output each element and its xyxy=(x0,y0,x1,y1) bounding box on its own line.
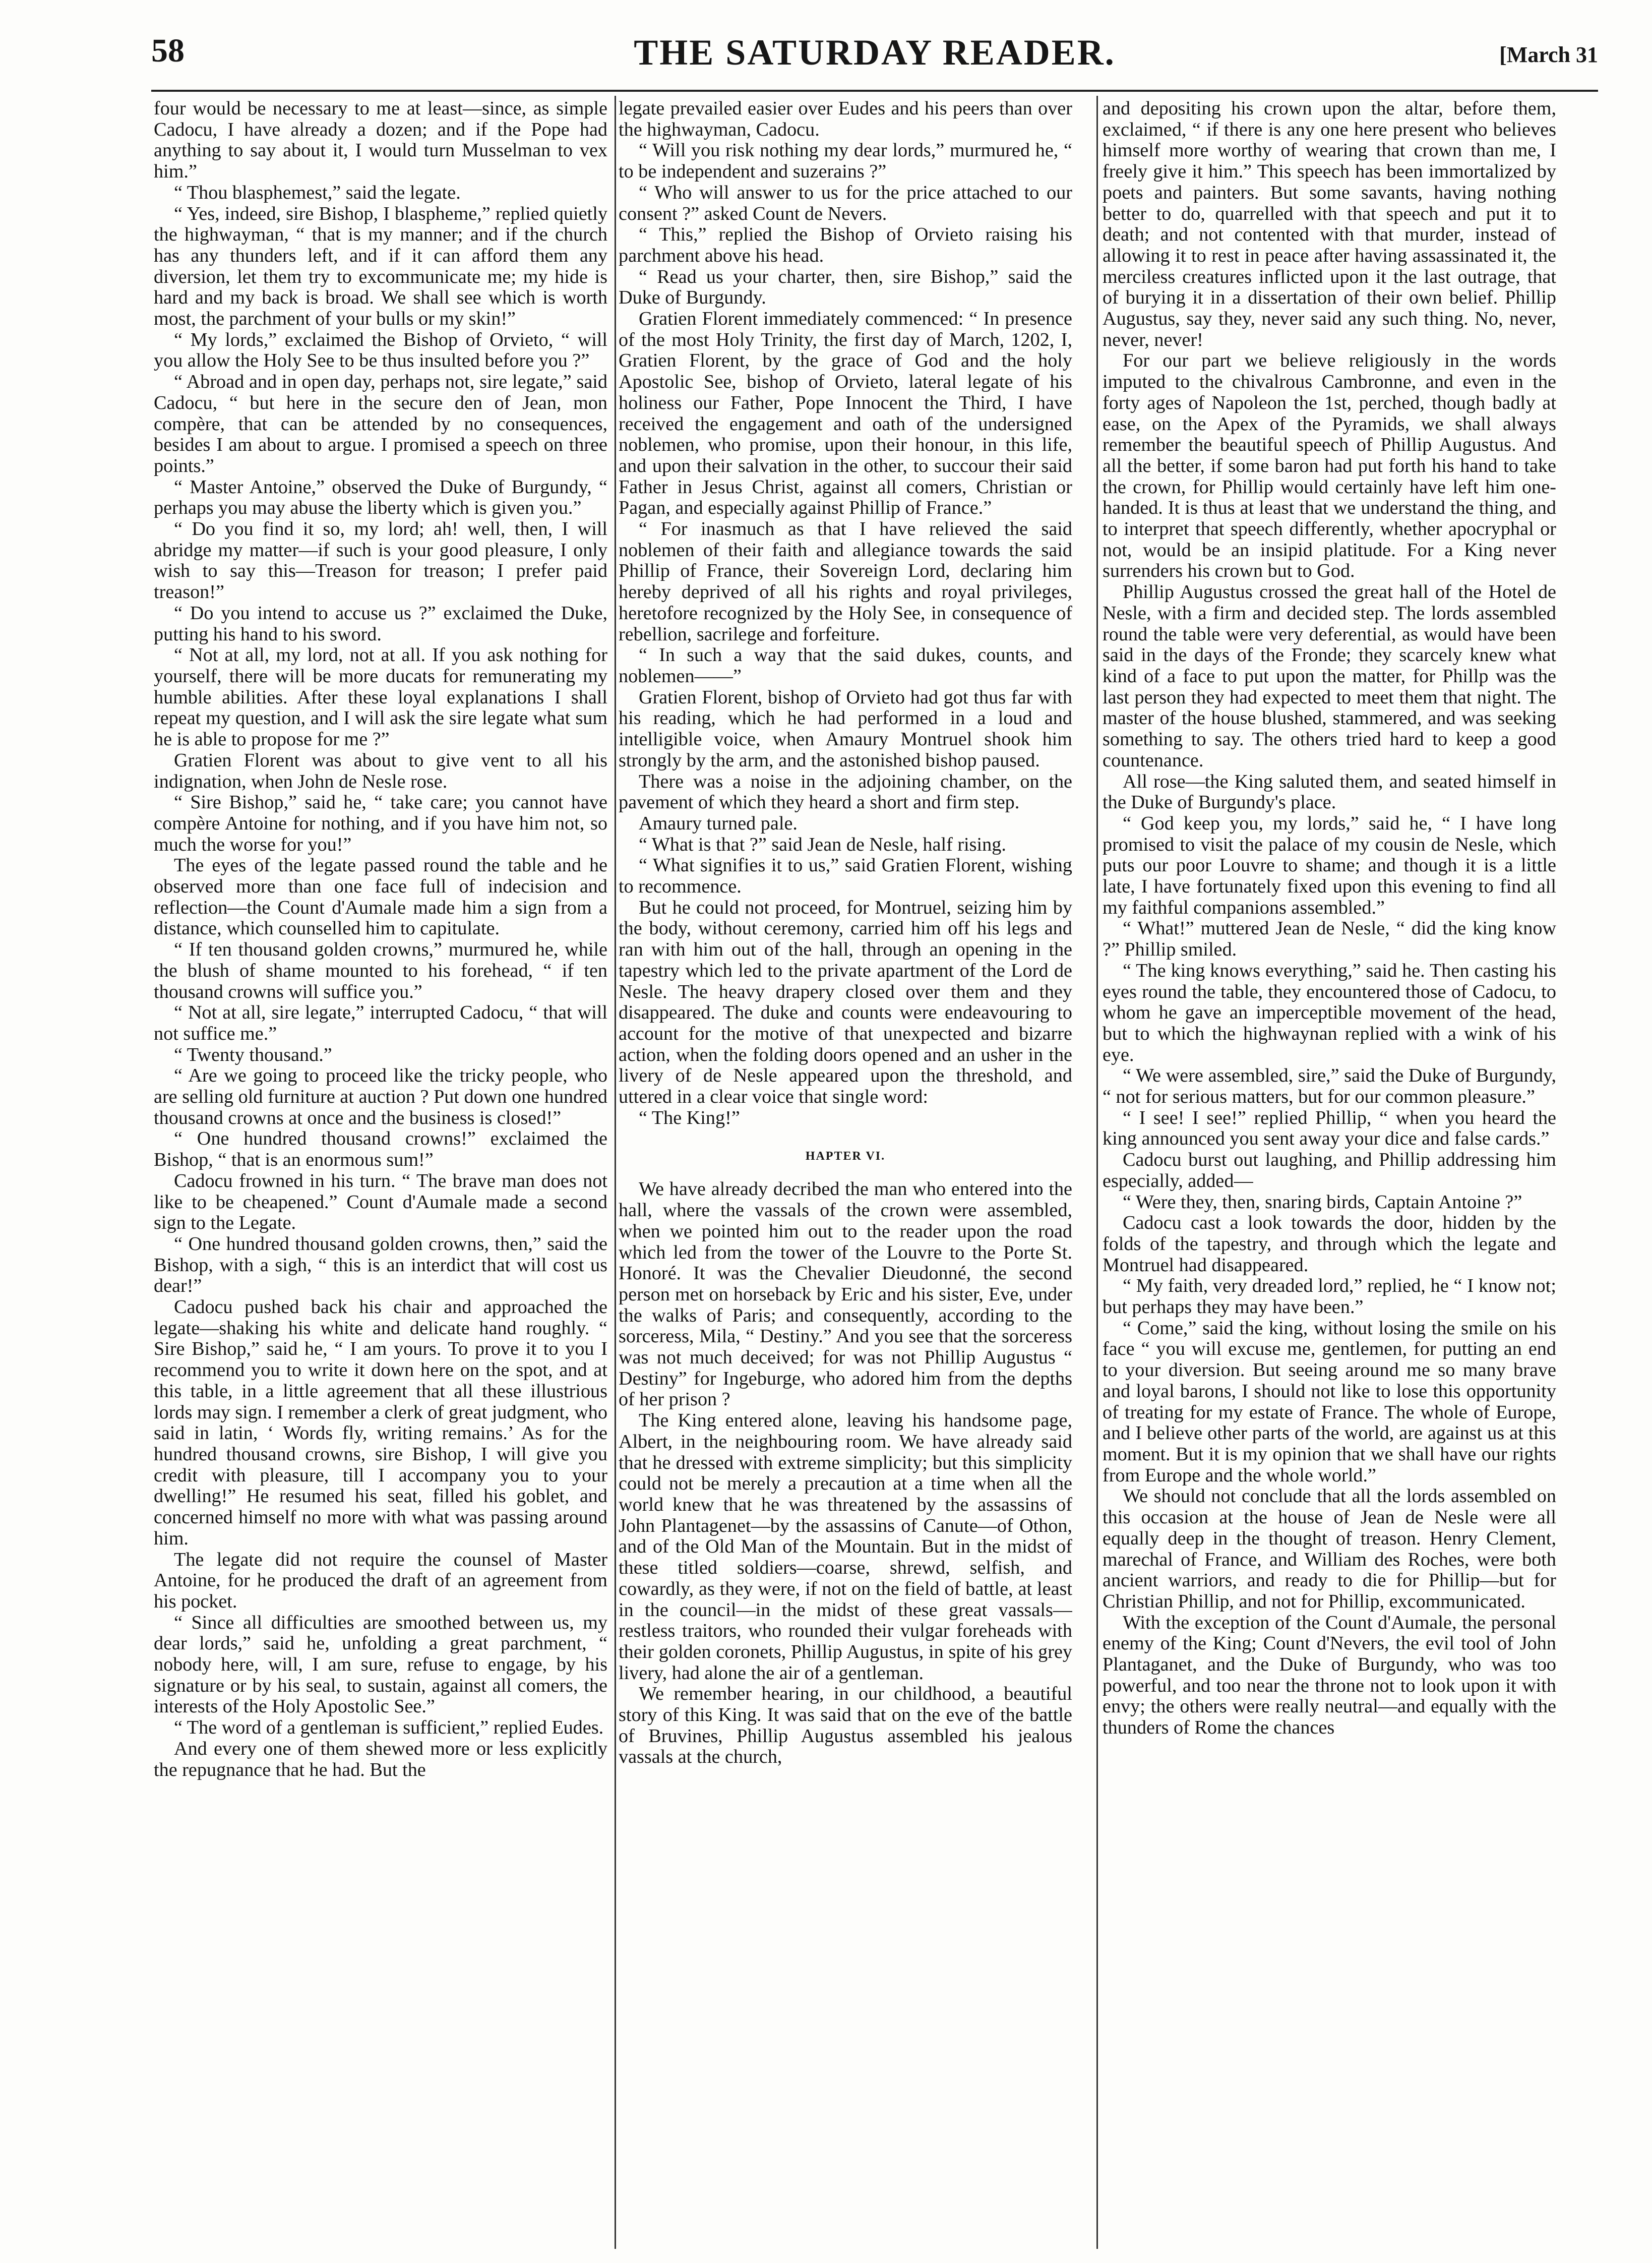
paragraph: The legate did not require the counsel of Master Antoine, for he produced the draft of an agreement from his pocket. xyxy=(154,1549,607,1612)
paragraph: “ Do you intend to accuse us ?” exclaimed the Duke, putting his hand to his sword. xyxy=(154,602,607,645)
paragraph: We should not conclude that all the lords assembled on this occasion at the house of Jean de Nesle were all equally deep in the thought of treason. Henry Clement, marechal of France, and William des Roches, were both ancient warriors, and ready to die for Phillip—but for Christian Phillip, and not for Phillip, excommunicated. xyxy=(1103,1485,1556,1612)
paragraph: “ What!” muttered Jean de Nesle, “ did the king know ?” Phillip smiled. xyxy=(1103,918,1556,961)
paragraph: “ What signifies it to us,” said Gratien Florent, wishing to recommence. xyxy=(619,855,1072,898)
paragraph: Cadocu pushed back his chair and approached the legate—shaking his white and delicate hand roughly. “ Sire Bishop,” said he, “ I am yours. To prove it to you I recommend you to write it down here on the spot, and at this table, in a little agreement that all these illustrious lords may sign. I remember a clerk of great judgment, who said in latin, ‘ Words fly, writing remains.’ As for the hundred thousand crowns, sire Bishop, I will give you credit with pleasure, till I accompany you to your dwelling!” He resumed his seat, filled his goblet, and concerned himself no more with what was passing around him. xyxy=(154,1296,607,1549)
paragraph: “ Thou blasphemest,” said the legate. xyxy=(174,182,461,203)
paragraph: four would be necessary to me at least—since, as simple Cadocu, I have already a dozen; and if the Pope had anything to say about it, I would turn Musselman to vex him.” xyxy=(154,98,607,183)
paragraph: Gratien Florent immediately commenced: “ In presence of the most Holy Trinity, the first day of March, 1202, I, Gratien Florent, by the grace of God and the holy Apostolic See, bishop of Orvieto, lateral legate of his holiness our Father, Pope Innocent the Third, I have received the engagement and oath of the undersigned noblemen, who promise, upon their honour, in this life, and upon their salvation in the other, to succour their said Father in Jesus Christ, against all comers, Christian or Pagan, and especially against Phillip of France.” xyxy=(619,308,1072,519)
paragraph: We remember hearing, in our childhood, a beautiful story of this King. It was said that on the eve of the battle of Bruvines, Phillip Augustus assembled his jealous vassals at the church, xyxy=(619,1683,1072,1768)
newspaper-title: THE SATURDAY READER. xyxy=(634,32,1116,73)
paragraph: “ Who will answer to us for the price attached to our consent ?” asked Count de Nevers. xyxy=(619,182,1072,224)
column-divider xyxy=(1096,96,1098,2249)
paragraph: “ In such a way that the said dukes, counts, and noblemen——” xyxy=(619,644,1072,687)
paragraph: And every one of them shewed more or less explicitly the repugnance that he had. But the xyxy=(154,1738,607,1780)
paragraph: “ We were assembled, sire,” said the Duke of Burgundy, “ not for serious matters, but for our common pleasure.” xyxy=(1103,1065,1556,1108)
page-header xyxy=(151,28,1598,88)
paragraph: Phillip Augustus crossed the great hall of the Hotel de Nesle, with a firm and decided step. The lords assembled round the table were very deferential, as would have been said in the days of the Fronde; they scarcely knew what kind of a face to put upon the matter, for Phillp was the last person they had expected to meet them that night. The master of the house blushed, stammered, and was seeking something to say. The others tried hard to keep a good countenance. xyxy=(1103,581,1556,771)
paragraph: “ One hundred thousand golden crowns, then,” said the Bishop, with a sigh, “ this is an interdict that will cost us dear!” xyxy=(154,1233,607,1297)
paragraph: “ I see! I see!” replied Phillip, “ when you heard the king announced you sent away your dice and false cards.” xyxy=(1103,1107,1556,1150)
paragraph: “ Master Antoine,” observed the Duke of Burgundy, “ perhaps you may abuse the liberty which is given you.” xyxy=(154,476,607,519)
paragraph: Gratien Florent, bishop of Orvieto had got thus far with his reading, which he had performed in a loud and intelligible voice, when Amaury Montruel shook him strongly by the arm, and the astonished bishop paused. xyxy=(619,686,1072,771)
paragraph: “ Sire Bishop,” said he, “ take care; you cannot have compère Antoine for nothing, and if you have him not, so much the worse for you!” xyxy=(154,792,607,855)
paragraph: Cadocu cast a look towards the door, hidden by the folds of the tapestry, and through which the legate and Montruel had disappeared. xyxy=(1103,1212,1556,1276)
paragraph: “ This,” replied the Bishop of Orvieto raising his parchment above his head. xyxy=(619,224,1072,266)
column-3 xyxy=(1103,98,1556,2244)
header-rule xyxy=(151,90,1598,92)
paragraph: “ Since all difficulties are smoothed between us, my dear lords,” said he, unfolding a great parchment, “ nobody here, will, I am sure, refuse to engage, by his signature or by his seal, to sustain, against all comers, the interests of the Holy Apostolic See.” xyxy=(154,1612,607,1717)
paragraph: “ My lords,” exclaimed the Bishop of Orvieto, “ will you allow the Holy See to be thus insulted before you ?” xyxy=(154,329,607,372)
issue-date: [March 31 xyxy=(1499,42,1598,67)
column-1 xyxy=(154,98,607,2244)
paragraph: We have already decribed the man who entered into the hall, where the vassals of the crown were assembled, when we pointed him out to the reader upon the road which led from the tower of the Louvre to the Porte St. Honoré. It was the Chevalier Dieudonné, the second person met on horseback by Eric and his sister, Eve, under the walks of Paris; and consequently, according to the sorceress, Mila, “ Destiny.” And you see that the sorceress was not much deceived; for was not Phillip Augustus “ Destiny” for Ingeburge, who adored him from the depths of her prison ? xyxy=(619,1178,1072,1410)
column-2 xyxy=(619,98,1072,2244)
paragraph: “ Were they, then, snaring birds, Captain Antoine ?” xyxy=(1123,1191,1522,1213)
paragraph: “ The King!” xyxy=(639,1107,740,1128)
paragraph: There was a noise in the adjoining chamber, on the pavement of which they heard a short and firm step. xyxy=(619,770,1072,813)
paragraph: Amaury turned pale. xyxy=(639,812,798,834)
paragraph: legate prevailed easier over Eudes and his peers than over the highwayman, Cadocu. xyxy=(619,98,1072,140)
column-divider xyxy=(615,96,616,2249)
paragraph: “ Read us your charter, then, sire Bishop,” said the Duke of Burgundy. xyxy=(619,266,1072,309)
paragraph: With the exception of the Count d'Aumale, the personal enemy of the King; Count d'Nevers, the evil tool of John Plantaganet, and the Duke of Burgundy, who was too powerful, and too near the throne not to look upon it with envy; the others were really neutral—and equally with the thunders of Rome the chances xyxy=(1103,1612,1556,1739)
paragraph: “ God keep you, my lords,” said he, “ I have long promised to visit the palace of my cousin de Nesle, which puts our poor Louvre to shame; and though it is a little late, I have fortunately fixed upon this evening to find all my faithful companions assembled.” xyxy=(1103,812,1556,918)
paragraph: All rose—the King saluted them, and seated himself in the Duke of Burgundy's place. xyxy=(1103,770,1556,813)
paragraph: “ Come,” said the king, without losing the smile on his face “ you will excuse me, gentlemen, for putting an end to your diversion. But seeing around me so many brave and loyal barons, I should not like to lose this opportunity of treating for my estate of France. The whole of Europe, and I believe other parts of the world, are against us at this moment. But it is my opinion that we shall have our rights from Europe and the whole world.” xyxy=(1103,1317,1556,1486)
paragraph: “ One hundred thousand crowns!” exclaimed the Bishop, “ that is an enormous sum!” xyxy=(154,1128,607,1171)
paragraph: “ Twenty thousand.” xyxy=(174,1044,332,1065)
paragraph: “ Will you risk nothing my dear lords,” murmured he, “ to be independent and suzerains ?” xyxy=(619,140,1072,183)
paragraph: “ Do you find it so, my lord; ah! well, then, I will abridge my matter—if such is your good pleasure, I only wish to say this—Treason for treason; I prefer paid treason!” xyxy=(154,518,607,603)
paragraph: Cadocu frowned in his turn. “ The brave man does not like to be cheapened.” Count d'Aumale made a second sign to the Legate. xyxy=(154,1170,607,1234)
paragraph: The eyes of the legate passed round the table and he observed more than one face full of indecision and reflection—the Count d'Aumale made him a sign from a distance, which counselled him to capitulate. xyxy=(154,855,607,939)
paragraph: Cadocu burst out laughing, and Phillip addressing him especially, added— xyxy=(1103,1149,1556,1192)
paragraph: Gratien Florent was about to give vent to all his indignation, when John de Nesle rose. xyxy=(154,749,607,792)
paragraph: “ Abroad and in open day, perhaps not, sire legate,” said Cadocu, “ but here in the secure den of Jean, mon compère, that can be attended by no consequences, besides I am about to argue. I promised a speech on three points.” xyxy=(154,371,607,477)
paragraph: “ Yes, indeed, sire Bishop, I blaspheme,” replied quietly the highwayman, “ that is my manner; and if the church has any thunders left, and if it can afford them any diversion, let them try to excommunicate me; my hide is hard and my back is broad. We shall see which is worth most, the parchment of your bulls or my skin!” xyxy=(154,203,607,330)
paragraph: “ What is that ?” said Jean de Nesle, half rising. xyxy=(639,833,1006,855)
paragraph: “ My faith, very dreaded lord,” replied, he “ I know not; but perhaps they may have been.” xyxy=(1103,1275,1556,1318)
paragraph: “ The king knows everything,” said he. Then casting his eyes round the table, they encountered those of Cadocu, to whom he gave an imperceptible movement of the head, but to which the highwaynan replied with a wink of his eye. xyxy=(1103,960,1556,1065)
paragraph: “ Not at all, sire legate,” interrupted Cadocu, “ that will not suffice me.” xyxy=(154,1002,607,1044)
paragraph: But he could not proceed, for Montruel, seizing him by the body, without ceremony, carried him off his legs and ran with him out of the hall, through an opening in the tapestry which led to the private apartment of the Lord de Nesle. The heavy drapery closed over them and they disappeared. The duke and counts were endeavouring to account for the motive of that unexpected and bizarre action, when the folding doors opened and an usher in the livery of de Nesle appeared upon the threshold, and uttered in a clear voice that single word: xyxy=(619,897,1072,1108)
paragraph: For our part we believe religiously in the words imputed to the chivalrous Cambronne, and even in the forty ages of Napoleon the 1st, perched, though badly at ease, on the Apex of the Pyramids, we shall always remember the beautiful speech of Phillip Augustus. And all the better, if some baron had put forth his hand to take the crown, for Phillip would certainly have left him one-handed. It is thus at least that we understand the thing, and to interpret that speech differently, whether apocryphal or not, would be an insipid platitude. For a King never surrenders his crown but to God. xyxy=(1103,350,1556,582)
paragraph: The King entered alone, leaving his handsome page, Albert, in the neighbouring room. We have already said that he dressed with extreme simplicity; but this simplicity could not be merely a precaution at a time when all the world knew that he was threatened by the assassins of John Plantagenet—by the assassins of Canute—of Othon, and of the Old Man of the Mountain. But in the midst of these titled soldiers—coarse, shrewd, selfish, and cowardly, as they were, if not on the field of battle, at least in the council—in the midst of these great vassals—restless traitors, who rounded their vulgar foreheads with their golden coronets, Phillip Augustus, in spite of his grey livery, had alone the air of a gentleman. xyxy=(619,1410,1072,1684)
paragraph: “ Not at all, my lord, not at all. If you ask nothing for yourself, there will be more ducats for remunerating my humble abilities. After these loyal explanations I shall repeat my question, and I will ask the sire legate what sum he is able to propose for me ?” xyxy=(154,644,607,750)
paragraph: and depositing his crown upon the altar, before them, exclaimed, “ if there is any one here present who believes himself more worthy of wearing that crown than me, I freely give it him.” This speech has been immortalized by poets and painters. But some savants, having nothing better to do, quarrelled with that speech and put it to death; and not contented with that murder, instead of allowing it to rest in peace after having assassinated it, the merciless creatures inflicted upon it the last outrage, that of burying it in a dissertation of their own belief. Phillip Augustus, say they, never said any such thing. No, never, never, never! xyxy=(1103,98,1556,350)
paragraph: “ The word of a gentleman is sufficient,” replied Eudes. xyxy=(174,1717,604,1739)
paragraph: “ Are we going to proceed like the tricky people, who are selling old furniture at auction ? Put down one hundred thousand crowns at once and the business is closed!” xyxy=(154,1065,607,1128)
page-number: 58 xyxy=(151,32,185,69)
paragraph: “ If ten thousand golden crowns,” murmured he, while the blush of shame mounted to his forehead, “ if ten thousand crowns will suffice you.” xyxy=(154,939,607,1002)
paragraph: “ For inasmuch as that I have relieved the said noblemen of their faith and allegiance towards the said Phillip of France, their Sovereign Lord, declaring him hereby deprived of all his rights and royal privileges, heretofore recognized by the Holy See, in consequence of rebellion, sacrilege and forfeiture. xyxy=(619,518,1072,645)
chapter-heading: HAPTER VI. xyxy=(805,1150,886,1163)
